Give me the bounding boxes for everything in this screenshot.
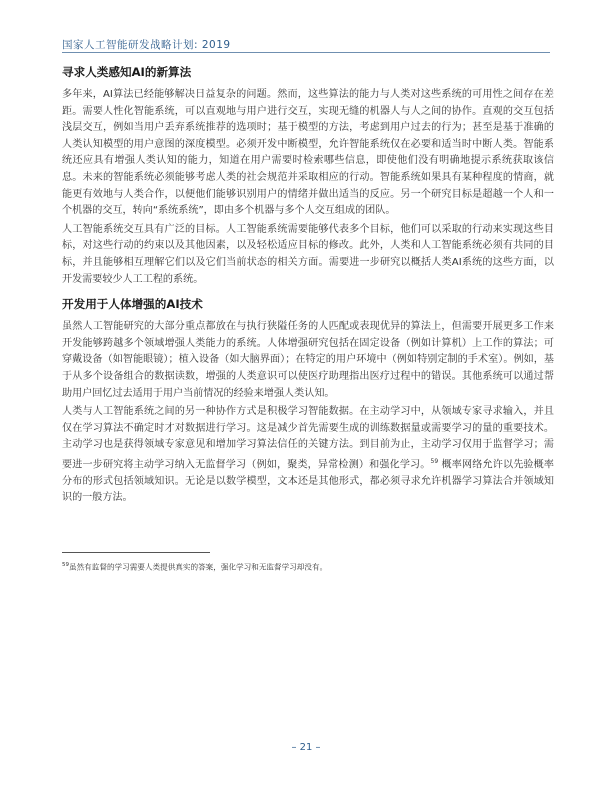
footnote-divider [62, 552, 210, 553]
paragraph: 虽然人工智能研究的大部分重点都放在与执行狭隘任务的人匹配或表现优异的算法上，但需要开展更多工作来开发能够跨越多个领域增强人类能力的系统。人体增强研究包括在固定设备（例如计算机）上工作的算法；可穿戴设备（如智能眼镜）；植入设备（如大脑界面）；在特定的用户环境中（例如特别定制的手术室）。例如，基于从多个设备组合的数据读数，增强的人类意识可以使医疗助理指出医疗过程中的错误。其他系统可以通过帮助用户回忆过去适用于用户当前情况的经验来增强人类认知。 [62, 321, 554, 399]
paragraph: 人工智能系统交互具有广泛的目标。人工智能系统需要能够代表多个目标，他们可以采取的行动来实现这些目标，对这些行动的约束以及其他因素，以及轻松适应目标的修改。此外，人类和人工智能系统必须有共同的目标，并且能够相互理解它们以及它们当前状态的相关方面。需要进一步研究以概括人类AI系统的这些方面，以开发需要较少人工工程的系统。 [62, 223, 554, 285]
paragraph-with-footnote [62, 404, 554, 507]
section-heading-human-aware-ai: 寻求人类感知AI的新算法 [62, 65, 192, 79]
paragraph: 多年来，AI算法已经能够解决日益复杂的问题。然而，这些算法的能力与人类对这些系统的可用性之间存在差距。需要人性化智能系统，可以直观地与用户进行交互，实现无缝的机器人与人之间的协作。直观的交互包括浅层交互，例如当用户丢弃系统推荐的选项时；基于模型的方法，考虑到用户过去的行为；甚至是基于准确的人类认知模型的用户意图的深度模型。必须开发中断模型，允许智能系统仅在必要和适当时中断人类。智能系统还应具有增强人类认知的能力，知道在用户需要时检索哪些信息，即使他们没有明确地提示系统获取该信息。未来的智能系统必须能够考虑人类的社会规范并采取相应的行动。智能系统如果具有某种程度的情商，就能更有效地与人类合作，以便他们能够识别用户的情绪并做出适当的反应。另一个研究目标是超越一个人和一个机器的交互，转向“系统系统”，即由多个机器与多个人交互组成的团队。 [62, 89, 554, 217]
footnote-text: 虽然有监督的学习需要人类提供真实的答案，强化学习和无监督学习却没有。 [69, 562, 328, 572]
page-number: – 21 – [291, 742, 321, 753]
section-heading-human-augmentation: 开发用于人体增强的AI技术 [62, 297, 203, 312]
paragraph-text: 人类与人工智能系统之间的另一种协作方式是积极学习智能数据。在主动学习中，从领域专家寻求输入，并且仅在学习算法不确定时才对数据进行学习。这是减少首先需要生成的训练数据量或需要学习的量的重要技术。主动学习也是获得领域专家意见和增加学习算法信任的关键方法。到目前为止，主动学习仅用于监督学习；需要进一步研究将主动学习纳入无监督学习（例如，聚类，异常检测）和强化学习。 [62, 406, 554, 471]
footnote-marker[interactable]: 59 [430, 457, 439, 465]
header-divider [62, 52, 550, 53]
footnote [62, 559, 550, 574]
footnote-number: 59 [62, 562, 69, 568]
paragraph-text: 概率网络允许以先验概率分布的形式包括领域知识。无论是以数学模型，文本还是其他形式，都必须寻求允许机器学习算法合并领域知识的一般方法。 [62, 459, 554, 504]
running-header: 国家人工智能研发战略计划: 2019 [62, 39, 231, 51]
page-body [62, 64, 554, 509]
